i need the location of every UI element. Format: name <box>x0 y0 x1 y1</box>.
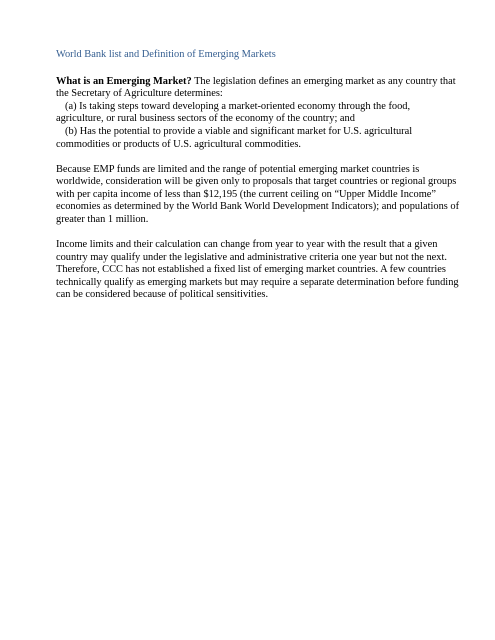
funding-line-4: economies as determined by the World Bank World Development Indicators); and populations of <box>56 201 460 213</box>
funding-line-3: with per capita income of less than $12,195 (the current ceiling on “Upper Middle Income” <box>56 188 436 200</box>
criterion-a-line-2: agriculture, or rural business sectors of the economy of the country; and <box>56 113 355 125</box>
definition-question: What is an Emerging Market? <box>56 75 192 87</box>
funding-line-1: Because EMP funds are limited and the range of potential emerging market countries is <box>56 163 420 175</box>
income-line-1: Income limits and their calculation can change from year to year with the result that a given <box>56 238 438 250</box>
income-line-5: can be considered because of political sensitivities. <box>56 289 269 301</box>
income-line-4: technically qualify as emerging markets but may require a separate determination before funding <box>56 276 459 288</box>
definition-line-1-rest: The legislation defines an emerging market as any country that <box>191 75 456 87</box>
funding-line-5: greater than 1 million. <box>56 213 149 225</box>
definition-line-1 <box>56 76 456 89</box>
definition-paragraph <box>56 76 456 152</box>
document-heading: World Bank list and Definition of Emerging Markets <box>56 49 276 60</box>
criterion-b-line-1: (b) Has the potential to provide a viable and significant market for U.S. agricultural <box>65 125 413 137</box>
criterion-a-line-1: (a) Is taking steps toward developing a market-oriented economy through the food, <box>65 100 411 112</box>
document-body <box>56 49 460 314</box>
funding-paragraph <box>56 163 460 227</box>
definition-line-2: the Secretary of Agriculture determines: <box>56 88 223 100</box>
funding-line-2: worldwide, consideration will be given only to proposals that target countries or regional groups <box>56 176 457 188</box>
income-limits-paragraph <box>56 238 459 302</box>
income-line-2: country may qualify under the legislative and administrative criteria one year but not the next. <box>56 251 447 263</box>
criterion-b-line-2: commodities or products of U.S. agricultural commodities. <box>56 138 302 150</box>
income-line-3: Therefore, CCC has not established a fixed list of emerging market countries. A few countries <box>56 264 446 276</box>
